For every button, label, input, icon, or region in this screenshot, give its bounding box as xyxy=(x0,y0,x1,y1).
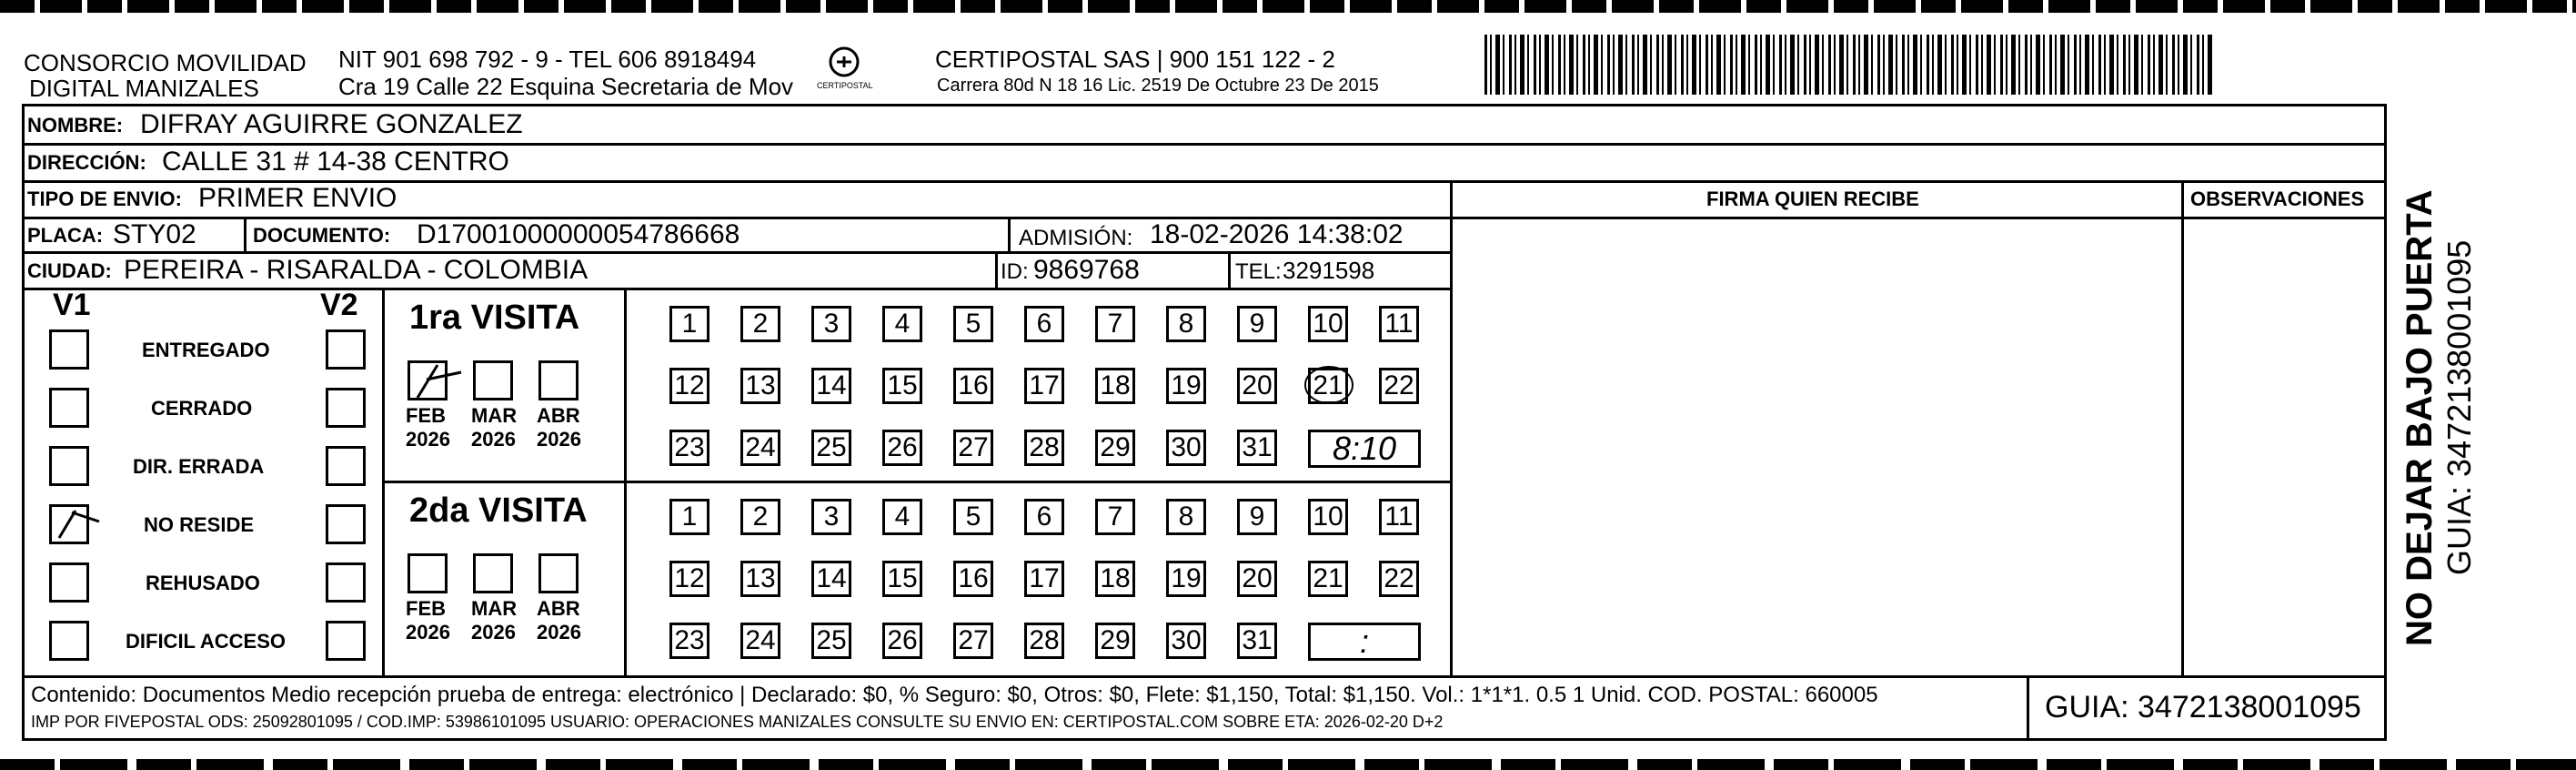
visit-2-month-label-1: FEB xyxy=(406,597,446,620)
col-line-id xyxy=(995,251,998,288)
visit-1-month-checkbox-2[interactable] xyxy=(473,360,513,400)
visit-1-day-22[interactable]: 22 xyxy=(1379,368,1419,404)
visit-1-day-26[interactable]: 26 xyxy=(882,430,922,466)
license-line: Carrera 80d N 18 16 Lic. 2519 De Octubre 23 De 2015 xyxy=(937,76,1379,96)
visit-2-day-10[interactable]: 10 xyxy=(1308,499,1348,535)
side-guia: GUIA: 3472138001095 xyxy=(2440,239,2478,575)
contenido-text: Contenido: Documentos Medio recepción prueba de entrega: electrónico | Declarado: $0, % Seguro: $0, Otros: $0, Flete: $1,150, Total: $1,150. Vol.: 1*1*1. 0.5 1 Unid. COD. POSTAL: 660005 xyxy=(31,683,1878,707)
visit-2-day-19[interactable]: 19 xyxy=(1166,561,1206,597)
visit-2-year-label-1: 2026 xyxy=(406,621,450,643)
tel-label: TEL: xyxy=(1235,259,1282,284)
visit-2-day-12[interactable]: 12 xyxy=(669,561,709,597)
status-label-2: CERRADO xyxy=(151,397,253,420)
nombre-label: NOMBRE: xyxy=(27,114,124,137)
visit-2-day-27[interactable]: 27 xyxy=(953,623,993,659)
placa-value: STY02 xyxy=(113,219,196,249)
company-name-line2: DIGITAL MANIZALES xyxy=(29,75,259,102)
ciudad-value: PEREIRA - RISARALDA - COLOMBIA xyxy=(124,255,589,285)
visit-1-day-11[interactable]: 11 xyxy=(1379,306,1419,342)
visit-2-month-checkbox-3[interactable] xyxy=(538,553,579,593)
direccion-label: DIRECCIÓN: xyxy=(27,151,146,174)
visit-2-year-label-3: 2026 xyxy=(537,621,581,643)
visit-1-time-box[interactable]: 8:10 xyxy=(1308,430,1421,468)
visit-1-year-label-3: 2026 xyxy=(537,428,581,451)
col-line-firma xyxy=(1450,180,1453,675)
logo-text: CERTIPOSTAL xyxy=(817,81,873,90)
admision-label: ADMISIÓN: xyxy=(1019,226,1133,250)
nit-line: NIT 901 698 792 - 9 - TEL 606 8918494 xyxy=(338,46,757,73)
visit-2-day-8[interactable]: 8 xyxy=(1166,499,1206,535)
visit-2-day-16[interactable]: 16 xyxy=(953,561,993,597)
row-line-4 xyxy=(22,251,1450,254)
visit-2-day-9[interactable]: 9 xyxy=(1237,499,1277,535)
visit-1-day-23[interactable]: 23 xyxy=(669,430,709,466)
v1-checkbox-6[interactable] xyxy=(49,621,89,661)
status-label-1: ENTREGADO xyxy=(142,339,270,361)
visit-1-day-27[interactable]: 27 xyxy=(953,430,993,466)
visit-1-day-8[interactable]: 8 xyxy=(1166,306,1206,342)
v2-checkbox-2[interactable] xyxy=(326,388,366,428)
visit-1-month-label-1: FEB xyxy=(406,404,446,427)
visit-1-day-9[interactable]: 9 xyxy=(1237,306,1277,342)
col-line-obs xyxy=(2181,180,2184,675)
visit-divider xyxy=(382,481,1450,483)
direccion-value: CALLE 31 # 14-38 CENTRO xyxy=(162,147,509,177)
visit-1-day-29[interactable]: 29 xyxy=(1095,430,1135,466)
v1-checkbox-5[interactable] xyxy=(49,562,89,603)
col-line-tel xyxy=(1228,251,1231,288)
torn-edge-bottom xyxy=(0,759,2576,770)
visit-1-day-5[interactable]: 5 xyxy=(953,306,993,342)
visit-2-day-2[interactable]: 2 xyxy=(740,499,780,535)
col-line-doc xyxy=(1008,217,1011,253)
v1-label: V1 xyxy=(53,288,91,322)
documento-value: D17001000000054786668 xyxy=(417,219,740,249)
v1-checkbox-2[interactable] xyxy=(49,388,89,428)
visit-1-day-13[interactable]: 13 xyxy=(740,368,780,404)
certipostal-line: CERTIPOSTAL SAS | 900 151 122 - 2 xyxy=(935,46,1335,73)
id-label: ID: xyxy=(1001,259,1029,284)
status-label-6: DIFICIL ACCESO xyxy=(126,630,287,653)
visit-2-day-30[interactable]: 30 xyxy=(1166,623,1206,659)
visit-1-day-7[interactable]: 7 xyxy=(1095,306,1135,342)
v1-checkbox-4[interactable] xyxy=(49,504,89,544)
visit-2-day-11[interactable]: 11 xyxy=(1379,499,1419,535)
visit-2-day-20[interactable]: 20 xyxy=(1237,561,1277,597)
row-line-5 xyxy=(22,288,1450,290)
visit-1-day-18[interactable]: 18 xyxy=(1095,368,1135,404)
v1-checkbox-1[interactable] xyxy=(49,329,89,370)
visit-2-day-14[interactable]: 14 xyxy=(811,561,851,597)
visit-2-day-3[interactable]: 3 xyxy=(811,499,851,535)
v2-checkbox-6[interactable] xyxy=(326,621,366,661)
visit-1-day-15[interactable]: 15 xyxy=(882,368,922,404)
side-no-dejar: NO DEJAR BAJO PUERTA xyxy=(2400,189,2440,646)
visit-1-day-31[interactable]: 31 xyxy=(1237,430,1277,466)
v2-checkbox-5[interactable] xyxy=(326,562,366,603)
status-label-5: REHUSADO xyxy=(146,572,260,594)
visit-2-day-18[interactable]: 18 xyxy=(1095,561,1135,597)
guia-footer: GUIA: 3472138001095 xyxy=(2045,690,2361,724)
visit-title-2: 2da VISITA xyxy=(409,491,588,530)
admision-value: 18-02-2026 14:38:02 xyxy=(1150,219,1404,249)
address-line: Cra 19 Calle 22 Esquina Secretaria de Mov xyxy=(338,73,794,100)
visit-1-year-label-1: 2026 xyxy=(406,428,450,451)
imp-text: IMP POR FIVEPOSTAL ODS: 25092801095 / COD.IMP: 53986101095 USUARIO: OPERACIONES MANIZALES CONSULTE SU ENVIO EN: CERTIPOSTAL.COM SOBRE ETA: 2026-02-20 D+2 xyxy=(31,713,1444,731)
visit-1-day-28[interactable]: 28 xyxy=(1024,430,1064,466)
v2-checkbox-3[interactable] xyxy=(326,446,366,486)
visit-2-day-5[interactable]: 5 xyxy=(953,499,993,535)
certipostal-logo xyxy=(817,44,871,98)
visit-1-day-24[interactable]: 24 xyxy=(740,430,780,466)
visit-1-day-16[interactable]: 16 xyxy=(953,368,993,404)
observaciones-header: OBSERVACIONES xyxy=(2190,187,2365,210)
visit-1-month-checkbox-1[interactable] xyxy=(408,360,448,400)
tel-value: 3291598 xyxy=(1283,257,1375,284)
visit-1-day-12[interactable]: 12 xyxy=(669,368,709,404)
visit-1-day-10[interactable]: 10 xyxy=(1308,306,1348,342)
visit-1-day-6[interactable]: 6 xyxy=(1024,306,1064,342)
visit-1-day-3[interactable]: 3 xyxy=(811,306,851,342)
visit-1-day-17[interactable]: 17 xyxy=(1024,368,1064,404)
visit-2-month-checkbox-2[interactable] xyxy=(473,553,513,593)
visit-1-day-25[interactable]: 25 xyxy=(811,430,851,466)
visit-1-day-19[interactable]: 19 xyxy=(1166,368,1206,404)
status-label-3: DIR. ERRADA xyxy=(133,455,265,478)
visit-2-day-26[interactable]: 26 xyxy=(882,623,922,659)
row-line-1 xyxy=(22,143,2387,146)
visit-2-day-21[interactable]: 21 xyxy=(1308,561,1348,597)
visit-2-time-box[interactable]: : xyxy=(1308,623,1421,661)
torn-edge-top xyxy=(0,0,2576,13)
visit-1-month-checkbox-3[interactable] xyxy=(538,360,579,400)
visit-2-month-label-3: ABR xyxy=(537,597,580,620)
visit-1-month-label-2: MAR xyxy=(471,404,518,427)
visit-2-day-15[interactable]: 15 xyxy=(882,561,922,597)
visit-2-day-23[interactable]: 23 xyxy=(669,623,709,659)
visit-2-day-7[interactable]: 7 xyxy=(1095,499,1135,535)
visit-1-month-label-3: ABR xyxy=(537,404,580,427)
visit-2-year-label-2: 2026 xyxy=(471,621,516,643)
ciudad-label: CIUDAD: xyxy=(27,259,112,282)
visit-2-day-28[interactable]: 28 xyxy=(1024,623,1064,659)
visit-1-year-label-2: 2026 xyxy=(471,428,516,451)
tipo-envio-label: TIPO DE ENVIO: xyxy=(27,187,182,210)
visit-1-day-2[interactable]: 2 xyxy=(740,306,780,342)
company-name-line1: CONSORCIO MOVILIDAD xyxy=(24,49,307,76)
barcode xyxy=(1484,35,2212,95)
visit-1-day-1[interactable]: 1 xyxy=(669,306,709,342)
footer-line xyxy=(22,675,2387,678)
v2-checkbox-4[interactable] xyxy=(326,504,366,544)
status-label-4: NO RESIDE xyxy=(144,513,255,536)
tipo-envio-value: PRIMER ENVIO xyxy=(198,183,397,213)
visit-2-day-17[interactable]: 17 xyxy=(1024,561,1064,597)
placa-label: PLACA: xyxy=(27,224,104,247)
nombre-value: DIFRAY AGUIRRE GONZALEZ xyxy=(140,109,523,139)
visit-2-day-6[interactable]: 6 xyxy=(1024,499,1064,535)
visit-2-day-31[interactable]: 31 xyxy=(1237,623,1277,659)
v2-checkbox-1[interactable] xyxy=(326,329,366,370)
v2-label: V2 xyxy=(320,288,358,322)
visit-2-month-checkbox-1[interactable] xyxy=(408,553,448,593)
visit-1-day-21[interactable]: 21 xyxy=(1308,368,1348,404)
visit-2-month-label-2: MAR xyxy=(471,597,518,620)
visit-1-day-14[interactable]: 14 xyxy=(811,368,851,404)
visit-2-day-29[interactable]: 29 xyxy=(1095,623,1135,659)
visit-2-day-4[interactable]: 4 xyxy=(882,499,922,535)
visit-2-day-25[interactable]: 25 xyxy=(811,623,851,659)
col-line-placa xyxy=(244,217,247,253)
v1-checkbox-3[interactable] xyxy=(49,446,89,486)
visit-1-day-4[interactable]: 4 xyxy=(882,306,922,342)
visit-2-day-24[interactable]: 24 xyxy=(740,623,780,659)
visit-2-day-1[interactable]: 1 xyxy=(669,499,709,535)
visit-1-day-30[interactable]: 30 xyxy=(1166,430,1206,466)
visit-2-day-13[interactable]: 13 xyxy=(740,561,780,597)
row-line-6 xyxy=(1450,217,2387,219)
documento-label: DOCUMENTO: xyxy=(253,224,391,247)
visit-1-day-20[interactable]: 20 xyxy=(1237,368,1277,404)
visit-2-day-22[interactable]: 22 xyxy=(1379,561,1419,597)
visit-title-1: 1ra VISITA xyxy=(409,299,580,337)
id-value: 9869768 xyxy=(1033,255,1140,285)
firma-header: FIRMA QUIEN RECIBE xyxy=(1706,187,1919,210)
guia-box-line xyxy=(2027,675,2029,741)
